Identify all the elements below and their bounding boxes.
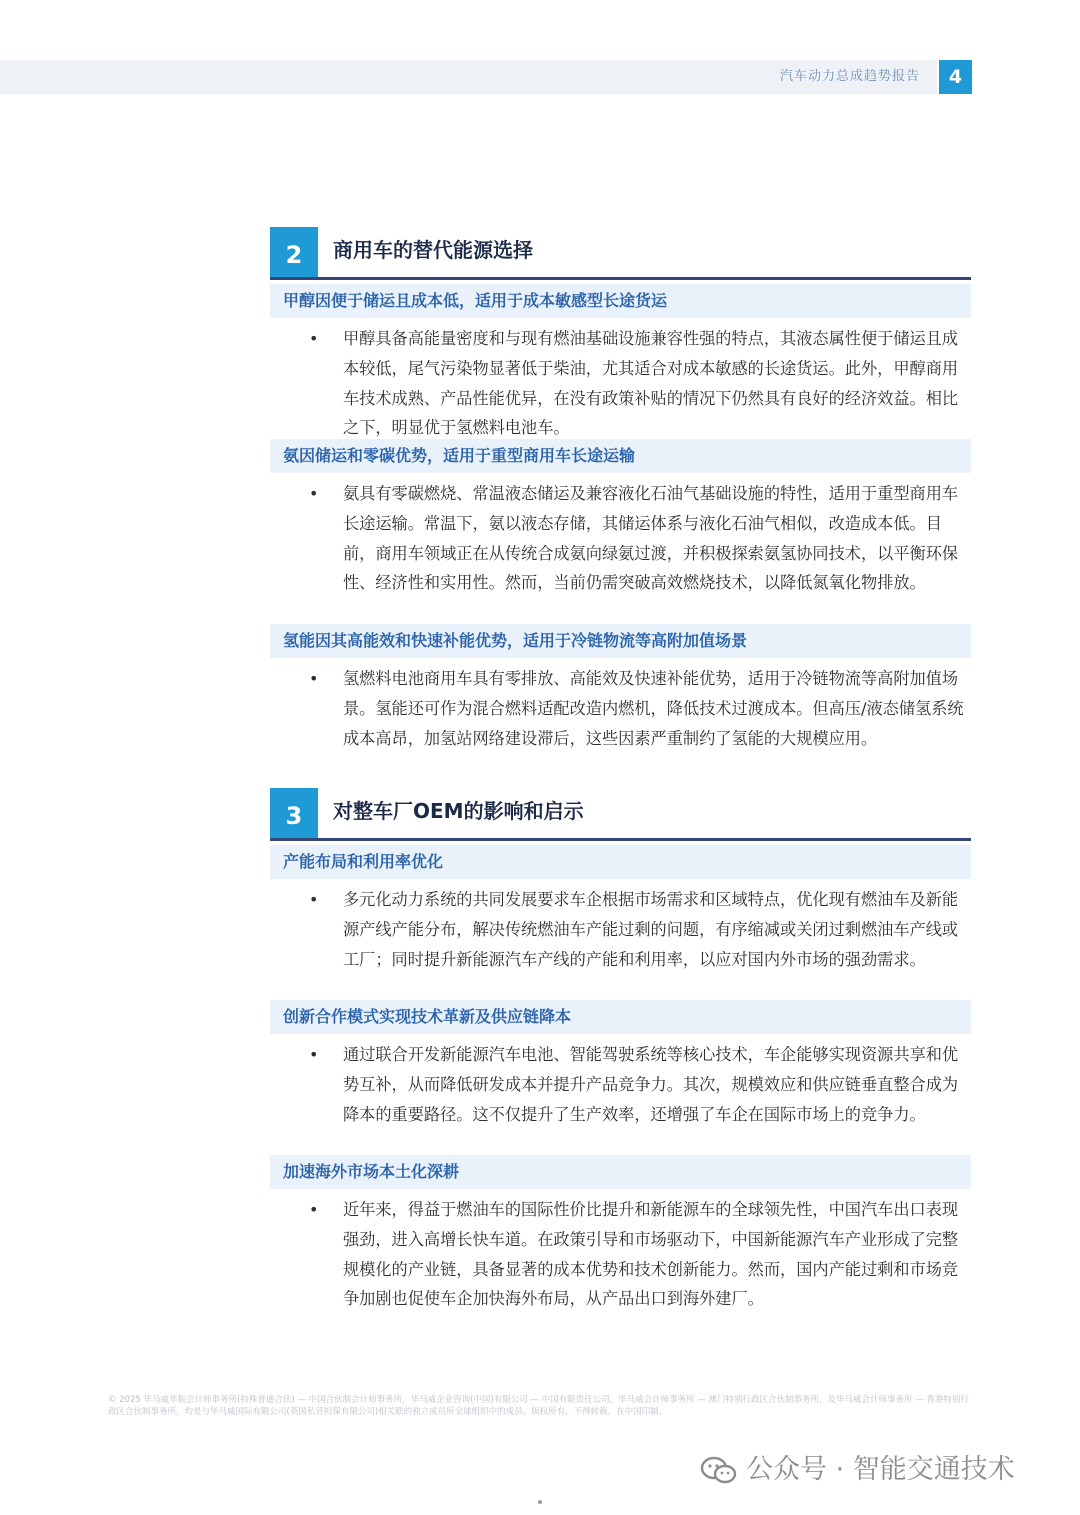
watermark-text: 公众号 · 智能交通技术 — [746, 1454, 1015, 1485]
subsection-heading: 甲醇因便于储运且成本低，适用于成本敏感型长途货运 — [270, 284, 971, 318]
section-title: 商用车的替代能源选择 — [333, 238, 533, 262]
bullet-item — [270, 1189, 971, 1310]
subsection-heading: 氨因储运和零碳优势，适用于重型商用车长途运输 — [270, 439, 971, 473]
bullet-dot: • — [309, 1200, 319, 1219]
section-number: 3 — [270, 788, 318, 838]
bullet-item — [270, 473, 971, 624]
bullet-dot: • — [309, 669, 319, 688]
section-header — [270, 788, 971, 841]
main-content — [270, 227, 971, 1310]
copyright-notice: © 2025 毕马威华振会计师事务所(特殊普通合伙) — 中国合伙制会计师事务所，毕马威企业咨询(中国)有限公司 — 中国有限责任公司，毕马威会计师事务所 — 澳门特别行政区合伙制事务所，及毕马威会计师事务所 — 香港特别行政区合伙制事务所，均是与毕马威国际有限公司(英国私营担保有限公司)相关联的独立成员所全球组织中的成员。版权所有，不得转载。在中国印制。 — [108, 1395, 969, 1417]
section-title: 对整车厂OEM的影响和启示 — [333, 799, 584, 823]
wechat-icon — [700, 1456, 738, 1486]
bullet-item — [270, 658, 971, 778]
bullet-item — [270, 1034, 971, 1155]
section-header — [270, 227, 971, 280]
bullet-dot: • — [309, 329, 319, 348]
subsection-heading: 创新合作模式实现技术革新及供应链降本 — [270, 1000, 971, 1034]
bullet-item — [270, 879, 971, 1000]
section-number: 2 — [270, 227, 318, 277]
bullet-dot: • — [309, 890, 319, 909]
bullet-text: 通过联合开发新能源汽车电池、智能驾驶系统等核心技术，车企能够实现资源共享和优势互补，从而降低研发成本并提升产品竞争力。其次，规模效应和供应链垂直整合成为降本的重要路径。这不仅提升了生产效率，还增强了车企在国际市场上的竞争力。 — [343, 1045, 959, 1124]
page-number: 4 — [939, 60, 972, 94]
bullet-text: 氨具有零碳燃烧、常温液态储运及兼容液化石油气基础设施的特性，适用于重型商用车长途运输。常温下，氨以液态存储，其储运体系与液化石油气相似，改造成本低。目前，商用车领域正在从传统合成氨向绿氨过渡，并积极探索氨氢协同技术，以平衡环保性、经济性和实用性。然而，当前仍需突破高效燃烧技术，以降低氮氧化物排放。 — [343, 484, 959, 593]
subsection-heading: 产能布局和利用率优化 — [270, 845, 971, 879]
subsection-heading: 加速海外市场本土化深耕 — [270, 1155, 971, 1189]
subsection-heading: 氢能因其高能效和快速补能优势，适用于冷链物流等高附加值场景 — [270, 624, 971, 658]
bullet-dot: • — [309, 484, 319, 503]
bullet-item — [270, 318, 971, 439]
bullet-text: 近年来，得益于燃油车的国际性价比提升和新能源车的全球领先性，中国汽车出口表现强劲，进入高增长快车道。在政策引导和市场驱动下，中国新能源汽车产业形成了完整规模化的产业链，具备显著的成本优势和技术创新能力。然而，国内产能过剩和市场竞争加剧也促使车企加快海外布局，从产品出口到海外建厂。 — [343, 1200, 959, 1309]
bullet-text: 氢燃料电池商用车具有零排放、高能效及快速补能优势，适用于冷链物流等高附加值场景。氢能还可作为混合燃料适配改造内燃机，降低技术过渡成本。但高压/液态储氢系统成本高昂，加氢站网络建设滞后，这些因素严重制约了氢能的大规模应用。 — [343, 669, 964, 748]
report-title: 汽车动力总成趋势报告 — [779, 69, 920, 84]
watermark — [700, 1450, 1050, 1490]
page-dot — [538, 1500, 542, 1504]
bullet-text: 多元化动力系统的共同发展要求车企根据市场需求和区域特点，优化现有燃油车及新能源产线产能分布，解决传统燃油车产能过剩的问题，有序缩减或关闭过剩燃油车产线或工厂；同时提升新能源汽车产线的产能和利用率，以应对国内外市场的强劲需求。 — [343, 890, 959, 969]
bullet-text: 甲醇具备高能量密度和与现有燃油基础设施兼容性强的特点，其液态属性便于储运且成本较低，尾气污染物显著低于柴油，尤其适合对成本敏感的长途货运。此外，甲醇商用车技术成熟、产品性能优异，在没有政策补贴的情况下仍然具有良好的经济效益。相比之下，明显优于氢燃料电池车。 — [343, 329, 959, 438]
bullet-dot: • — [309, 1045, 319, 1064]
